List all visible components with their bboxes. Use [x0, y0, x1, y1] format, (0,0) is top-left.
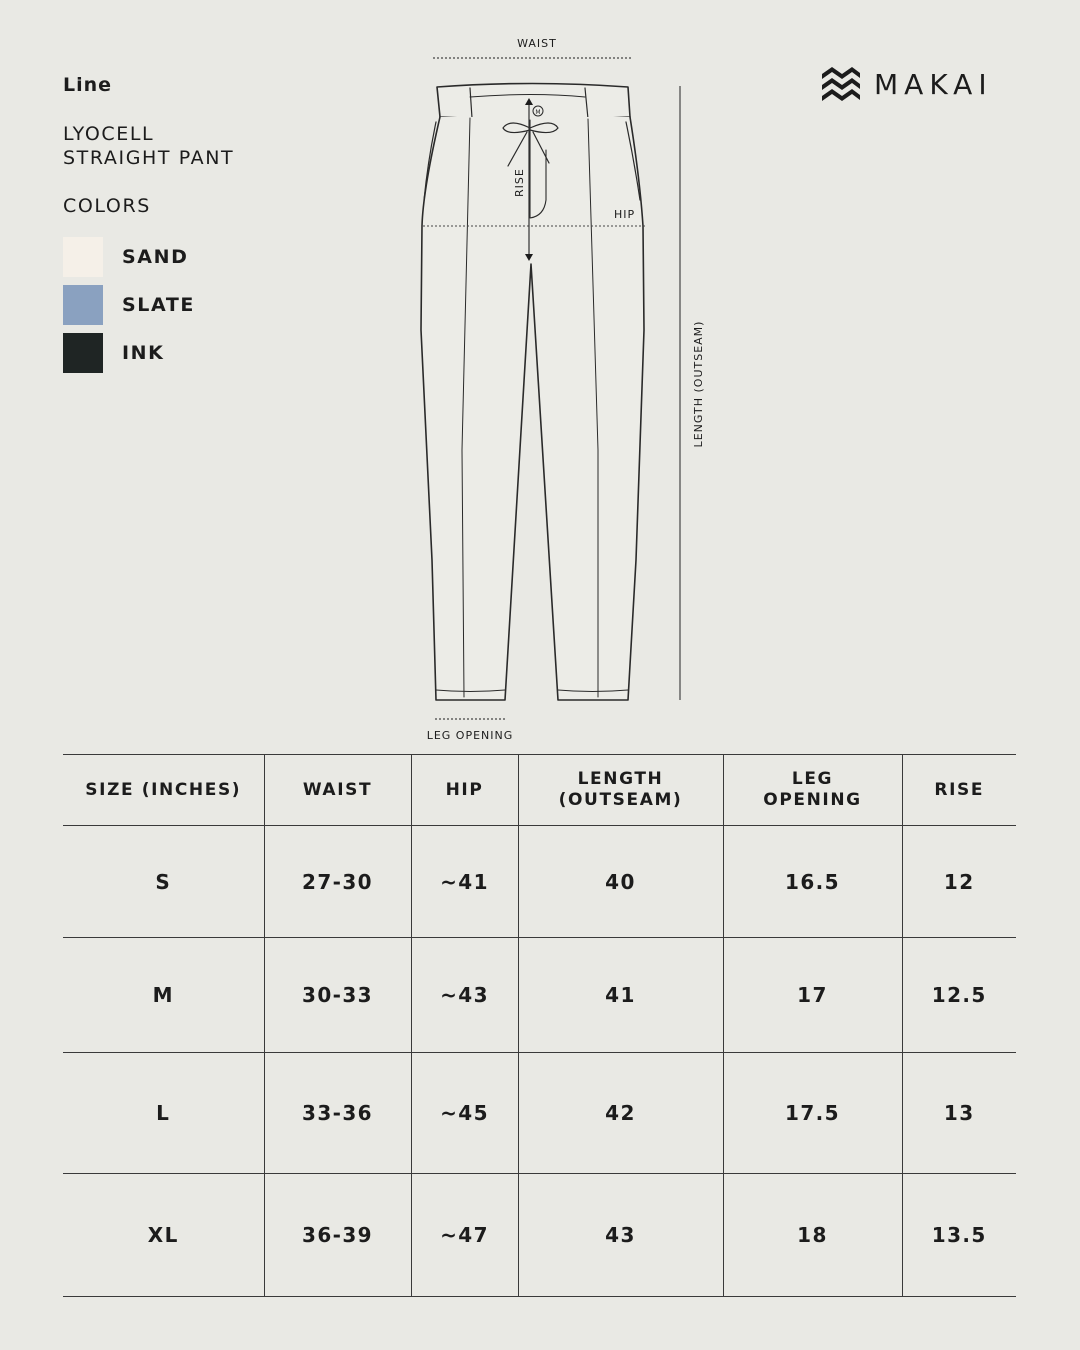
cell-length: 42 — [518, 1053, 723, 1174]
table-row — [63, 1053, 1016, 1174]
cell-hip: ~45 — [411, 1053, 518, 1174]
size-chart-table — [63, 754, 1016, 1297]
table-row — [63, 938, 1016, 1053]
header-leg-opening: LEG OPENING — [723, 755, 902, 826]
header-size: SIZE (INCHES) — [63, 755, 264, 826]
colors-title: COLORS — [63, 195, 151, 217]
pant-outline — [421, 117, 644, 700]
leg-opening-label: LEG OPENING — [426, 729, 514, 742]
cell-leg-opening: 18 — [723, 1174, 902, 1297]
header-waist: WAIST — [264, 755, 411, 826]
cell-hip: ~47 — [411, 1174, 518, 1297]
color-label-sand: SAND — [122, 246, 189, 268]
cell-rise: 12 — [902, 826, 1016, 938]
cell-length: 41 — [518, 938, 723, 1053]
cell-waist: 27-30 — [264, 826, 411, 938]
color-label-slate: SLATE — [122, 294, 195, 316]
table-row — [63, 1174, 1016, 1297]
cell-size: L — [63, 1053, 264, 1174]
header-length: LENGTH (OUTSEAM) — [518, 755, 723, 826]
cell-length: 40 — [518, 826, 723, 938]
product-line: Line — [63, 74, 113, 96]
cell-leg-opening: 17.5 — [723, 1053, 902, 1174]
table-row — [63, 826, 1016, 938]
rise-label: RISE — [513, 168, 526, 197]
cell-waist: 30-33 — [264, 938, 411, 1053]
cell-length: 43 — [518, 1174, 723, 1297]
product-name-line2: STRAIGHT PANT — [63, 147, 235, 169]
waist-label: WAIST — [517, 37, 557, 50]
hip-label: HIP — [614, 208, 636, 221]
button-mark: M — [535, 109, 541, 116]
color-label-ink: INK — [122, 342, 165, 364]
cell-rise: 12.5 — [902, 938, 1016, 1053]
product-name-line1: LYOCELL — [63, 123, 155, 145]
cell-hip: ~41 — [411, 826, 518, 938]
cell-leg-opening: 17 — [723, 938, 902, 1053]
cell-hip: ~43 — [411, 938, 518, 1053]
cell-rise: 13 — [902, 1053, 1016, 1174]
cell-waist: 36-39 — [264, 1174, 411, 1297]
header-hip: HIP — [411, 755, 518, 826]
header-rise: RISE — [902, 755, 1016, 826]
cell-size: XL — [63, 1174, 264, 1297]
cell-waist: 33-36 — [264, 1053, 411, 1174]
table-header-row — [63, 755, 1016, 826]
cell-rise: 13.5 — [902, 1174, 1016, 1297]
cell-size: S — [63, 826, 264, 938]
cell-size: M — [63, 938, 264, 1053]
cell-leg-opening: 16.5 — [723, 826, 902, 938]
length-label: LENGTH (OUTSEAM) — [692, 320, 705, 448]
brand-name: MAKAI — [874, 67, 993, 101]
